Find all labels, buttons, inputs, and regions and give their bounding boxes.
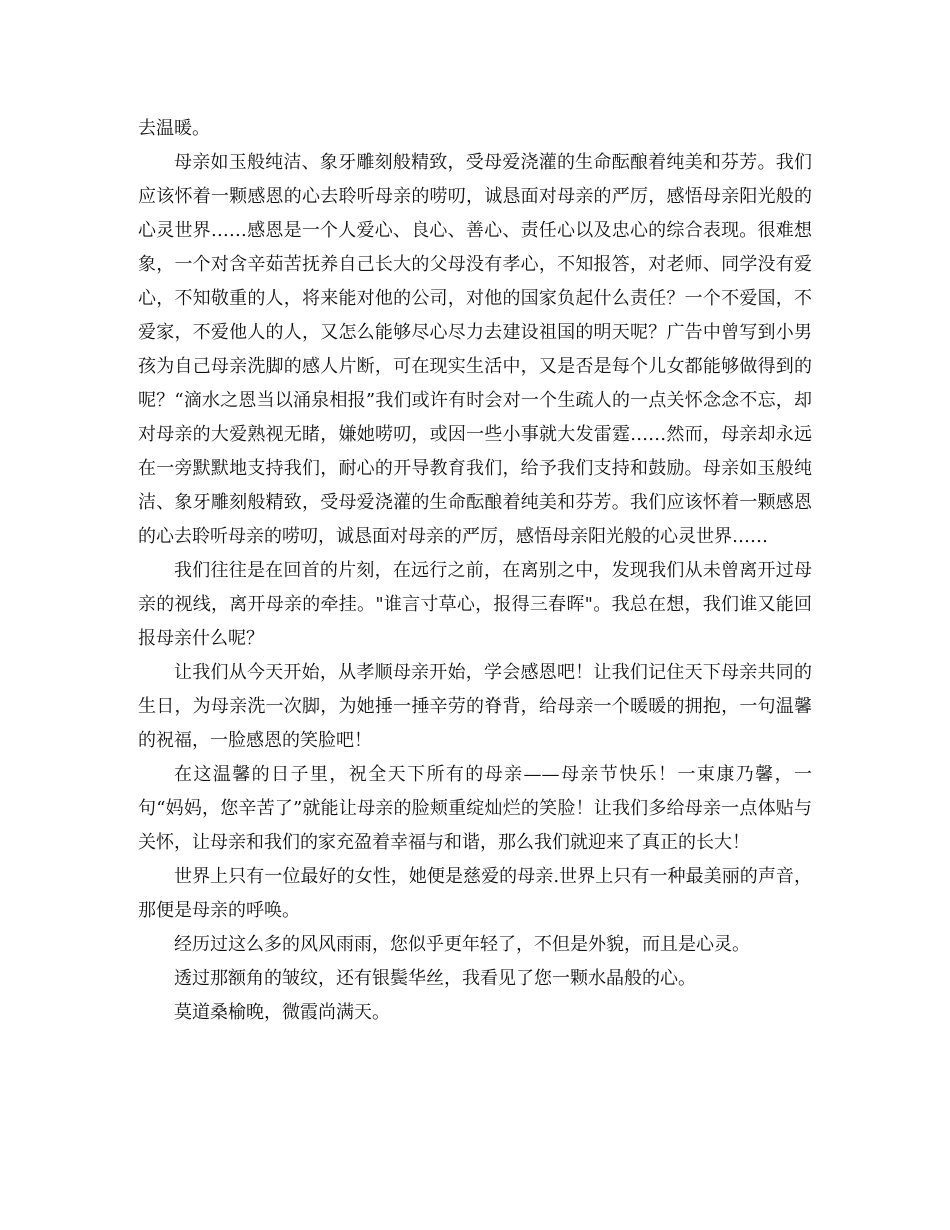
paragraph-6: 世界上只有一位最好的女性，她便是慈爱的母亲.世界上只有一种最美丽的声音，那便是母亲的呼唤。 xyxy=(138,866,812,921)
paragraph-7: 经历过这么多的风风雨雨，您似乎更年轻了，不但是外貌，而且是心灵。 xyxy=(174,934,750,955)
paragraph-5: 在这温馨的日子里，祝全天下所有的母亲——母亲节快乐！一束康乃馨，一句“妈妈，您辛苦了”就能让母亲的脸颊重绽灿烂的笑脸！让我们多给母亲一点体贴与关怀，让母亲和我们的家充盈着幸福与和谐，那么我们就迎来了真正的长大！ xyxy=(138,764,812,853)
paragraph-9: 莫道桑榆晚，微霞尚满天。 xyxy=(174,1002,390,1023)
paragraph-8: 透过那额角的皱纹，还有银鬓华丝，我看见了您一颗水晶般的心。 xyxy=(174,968,696,989)
paragraph-3: 我们往往是在回首的片刻，在远行之前，在离别之中，发现我们从未曾离开过母亲的视线，离开母亲的牵挂。"谁言寸草心，报得三春晖"。我总在想，我们谁又能回报母亲什么呢？ xyxy=(138,560,812,649)
paragraph-2: 母亲如玉般纯洁、象牙雕刻般精致，受母爱浇灌的生命酝酿着纯美和芬芳。我们应该怀着一颗感恩的心去聆听母亲的唠叨，诚恳面对母亲的严厉，感悟母亲阳光般的心灵世界……感恩是一个人爱心、良心、善心、责任心以及忠心的综合表现。很难想象，一个对含辛茹苦抚养自己长大的父母没有孝心，不知报答，对老师、同学没有爱心，不知敬重的人，将来能对他的公司，对他的国家负起什么责任？一个不爱国，不爱家，不爱他人的人，又怎么能够尽心尽力去建设祖国的明天呢？广告中曾写到小男孩为自己母亲洗脚的感人片断，可在现实生活中，又是否是每个儿女都能够做得到的呢？“滴水之恩当以涌泉相报”我们或许有时会对一个生疏人的一点关怀念念不忘，却对母亲的大爱熟视无睹，嫌她唠叨，或因一些小事就大发雷霆……然而，母亲却永远在一旁默默地支持我们，耐心的开导教育我们，给予我们支持和鼓励。母亲如玉般纯洁、象牙雕刻般精致，受母爱浇灌的生命酝酿着纯美和芬芳。我们应该怀着一颗感恩的心去聆听母亲的唠叨，诚恳面对母亲的严厉，感悟母亲阳光般的心灵世界…… xyxy=(138,152,812,547)
paragraph-1: 去温暖。 xyxy=(138,118,210,139)
document-body xyxy=(138,112,812,1030)
paragraph-4: 让我们从今天开始，从孝顺母亲开始，学会感恩吧！让我们记住天下母亲共同的生日，为母亲洗一次脚，为她捶一捶辛劳的脊背，给母亲一个暖暖的拥抱，一句温馨的祝福，一脸感恩的笑脸吧！ xyxy=(138,662,812,751)
